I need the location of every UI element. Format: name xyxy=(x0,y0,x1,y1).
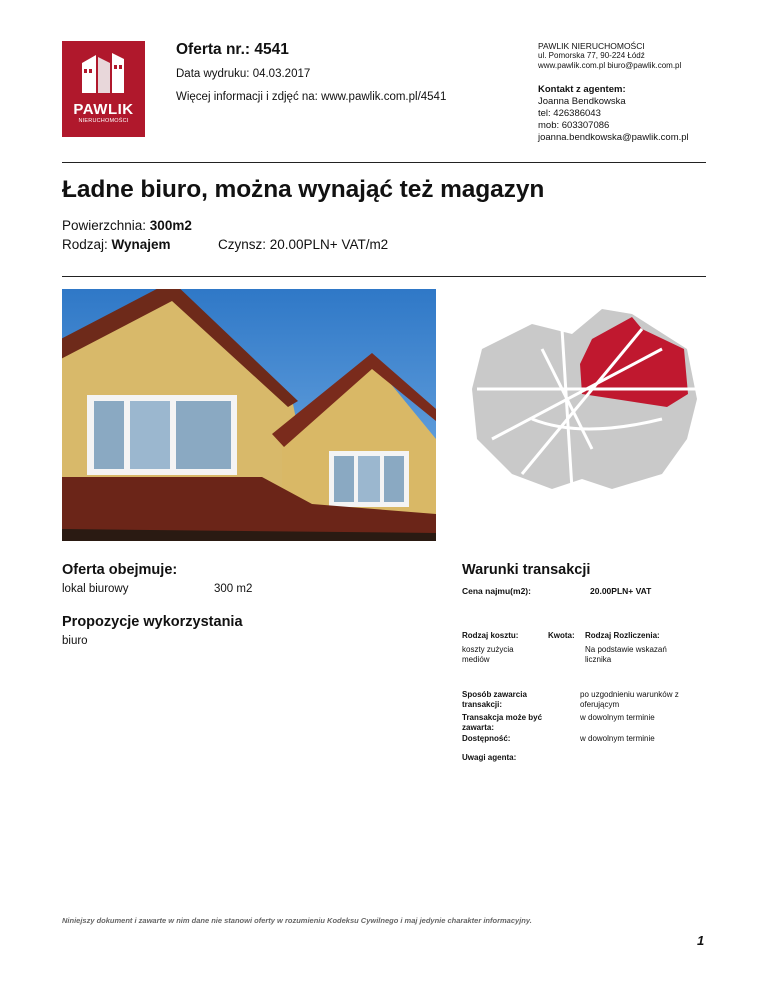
area-label: Powierzchnia: xyxy=(62,218,150,233)
title-divider xyxy=(62,276,706,277)
availability-label: Dostępność: xyxy=(462,734,511,743)
print-date: Data wydruku: 04.03.2017 xyxy=(176,68,311,80)
agent-mob: mob: 603307086 xyxy=(538,120,610,131)
usage-value: biuro xyxy=(62,635,88,647)
method-label: Sposób zawarcia transakcji: xyxy=(462,690,527,709)
more-info-link[interactable]: Więcej informacji i zdjęć na: www.pawlik.com.pl/4541 xyxy=(176,91,447,103)
type-value: Wynajem xyxy=(111,237,171,252)
agent-name: Joanna Bendkowska xyxy=(538,96,626,107)
terms-heading: Warunki transakcji xyxy=(462,562,591,578)
company-logo xyxy=(62,41,145,137)
agent-tel: tel: 426386043 xyxy=(538,108,601,119)
when-label: Transakcja może być zawarta: xyxy=(462,713,543,732)
offer-number: Oferta nr.: 4541 xyxy=(176,41,289,58)
usage-heading: Propozycje wykorzystania xyxy=(62,614,243,630)
page-number: 1 xyxy=(697,933,705,948)
includes-item-label: lokal biurowy xyxy=(62,583,129,595)
company-web[interactable]: www.pawlik.com.pl biuro@pawlik.com.pl xyxy=(538,61,682,70)
settlement-value: Na podstawie wskazań licznika xyxy=(585,645,667,664)
listing-type xyxy=(62,237,171,252)
when-value: w dowolnym terminie xyxy=(580,713,655,722)
rent-price-value: 20.00PLN+ VAT xyxy=(590,586,652,596)
method-value: po uzgodnieniu warunków z oferującym xyxy=(580,690,679,709)
agent-email[interactable]: joanna.bendkowska@pawlik.com.pl xyxy=(538,132,689,143)
logo-name: PAWLIK xyxy=(73,101,134,118)
listing-title: Ładne biuro, można wynająć też magazyn xyxy=(62,176,545,203)
property-photo xyxy=(62,289,436,541)
contact-heading: Kontakt z agentem: xyxy=(538,84,626,95)
header-divider xyxy=(62,162,706,163)
agent-notes-label: Uwagi agenta: xyxy=(462,753,517,762)
availability-value: w dowolnym terminie xyxy=(580,734,655,743)
area-value: 300m2 xyxy=(149,218,192,233)
type-label: Rodzaj: xyxy=(62,237,112,252)
includes-heading: Oferta obejmuje: xyxy=(62,562,178,578)
location-map xyxy=(462,289,706,541)
agent-contact xyxy=(538,84,689,144)
rent-price-label: Cena najmu(m2): xyxy=(462,586,531,596)
settlement-label: Rodzaj Rozliczenia: xyxy=(585,631,660,640)
district-map-image xyxy=(462,289,706,541)
includes-item-value: 300 m2 xyxy=(214,583,253,595)
amount-label: Kwota: xyxy=(548,631,575,640)
listing-area xyxy=(62,218,192,233)
disclaimer: Niniejszy dokument i zawarte w nim dane nie stanowi oferty w rozumieniu Kodeksu Cywilnego i maj jedynie charakter informacyjny. xyxy=(62,916,532,925)
cost-type-value: koszty zużycia mediów xyxy=(462,645,514,664)
company-name: PAWLIK NIERUCHOMOŚCI xyxy=(538,41,645,51)
house-photo-image xyxy=(62,289,436,541)
logo-buildings-icon xyxy=(62,41,145,101)
cost-type-label: Rodzaj kosztu: xyxy=(462,631,519,640)
company-address: ul. Pomorska 77, 90-224 Łódź xyxy=(538,51,645,60)
logo-subtitle: NIERUCHOMOŚCI xyxy=(78,118,129,124)
listing-rent: Czynsz: 20.00PLN+ VAT/m2 xyxy=(218,237,389,252)
company-info xyxy=(538,41,681,71)
